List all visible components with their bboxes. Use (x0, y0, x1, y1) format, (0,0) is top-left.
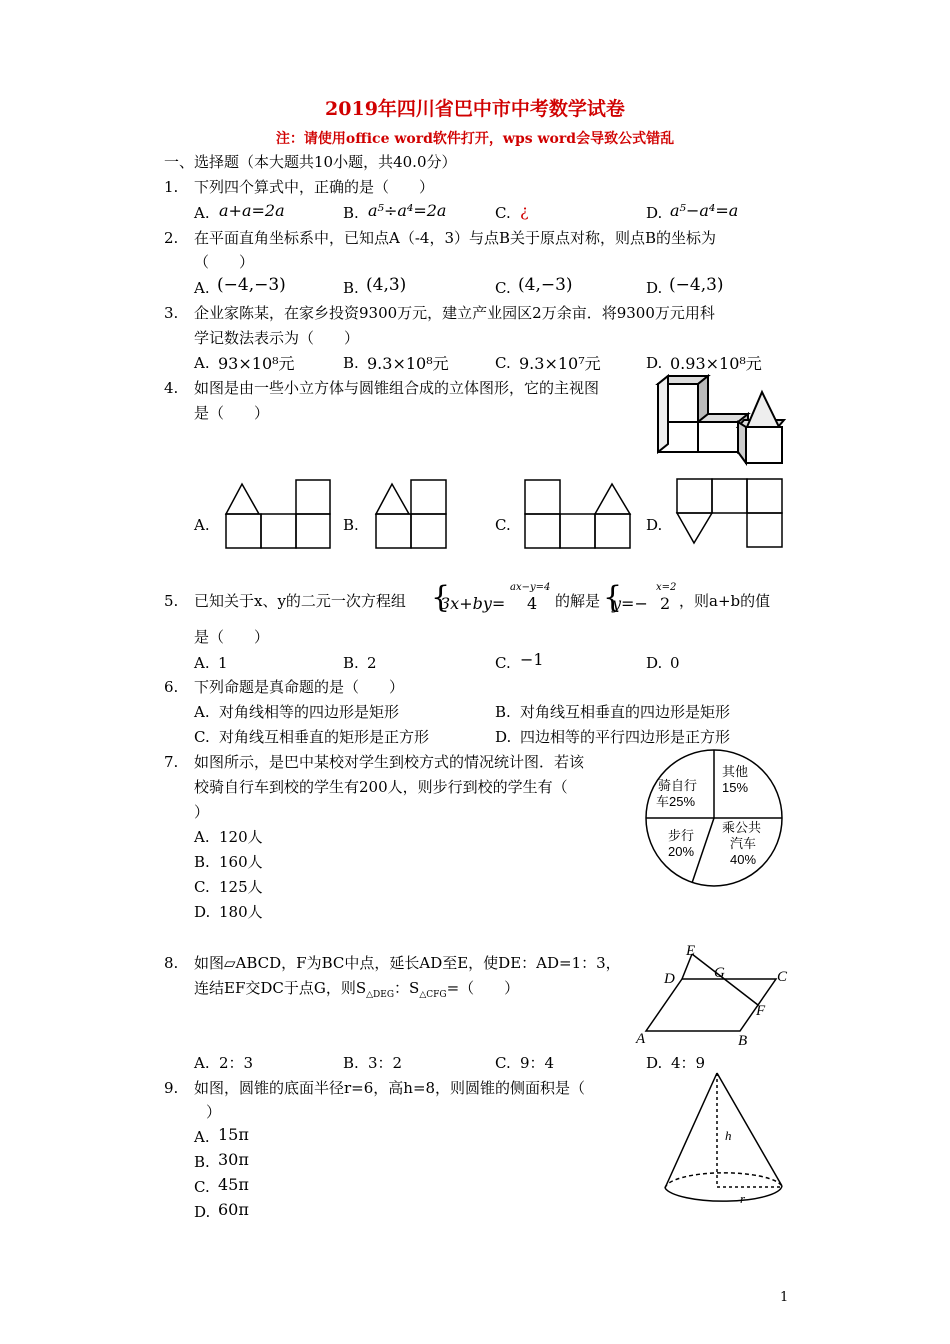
q5-stem-a: 已知关于x、y的二元一次方程组 (194, 592, 406, 610)
q4-option-b-label: B. (343, 516, 359, 534)
pie-label-walk-2: 20% (668, 844, 695, 859)
q6-option-a-label: A. (194, 703, 210, 721)
q7-stem: 如图所示，是巴中某校对学生到校方式的情况统计图．若该 (194, 753, 585, 771)
q5-option-b-label: B. (343, 654, 359, 672)
q9-option-a-label: A. (194, 1128, 210, 1146)
label-E: E (686, 943, 696, 959)
q4-option-a-figure (224, 478, 334, 550)
q8-stem-part1: 连结EF交DC于点G，则S (194, 979, 367, 997)
q8-option-d: 4：9 (671, 1054, 706, 1072)
q4-number: 4. (164, 379, 179, 397)
q7-option-d-label: D. (194, 903, 211, 921)
q6-option-c-label: C. (194, 728, 210, 746)
q4-option-a-label: A. (194, 516, 210, 534)
q5-system-2-frac: 2 (660, 594, 671, 613)
q9-cone-figure (662, 1070, 787, 1210)
q5-system-2-top: x=2 (656, 582, 677, 593)
q5-option-a: 1 (218, 654, 228, 672)
q2-option-c-label: C. (495, 279, 511, 297)
pie-label-bus-2: 汽车 (730, 836, 757, 851)
q3-option-c: 9.3×10⁷元 (519, 354, 601, 373)
pie-label-walk-1: 步行 (668, 828, 695, 843)
pie-label-other-1: 其他 (722, 764, 749, 779)
q5-option-d-label: D. (646, 654, 663, 672)
label-C: C (777, 969, 788, 985)
q3-stem-cont: 学记数法表示为（ ） (194, 329, 360, 347)
q8-option-b: 3：2 (368, 1054, 403, 1072)
q7-option-b: 160人 (219, 853, 263, 871)
q7-option-c: 125人 (219, 878, 263, 896)
q4-stem: 如图是由一些小立方体与圆锥组合成的立体图形，它的主视图 (194, 379, 600, 397)
q1-option-a-label: A. (194, 204, 210, 222)
label-F: F (756, 1003, 766, 1019)
q3-stem: 企业家陈某，在家乡投资9300万元，建立产业园区2万余亩．将9300万元用科 (194, 304, 715, 322)
q9-option-b-label: B. (194, 1153, 210, 1171)
q9-option-c-label: C. (194, 1178, 210, 1196)
q1-option-d-label: D. (646, 204, 663, 222)
q7-option-a-label: A. (194, 828, 210, 846)
q5-option-b: 2 (367, 654, 377, 672)
q5-option-a-label: A. (194, 654, 210, 672)
q7-stem-close: ） (194, 803, 210, 821)
q5-stem-c: ，则a+b的值 (679, 592, 771, 610)
q5-brace-1: { (431, 580, 451, 615)
q2-option-b-label: B. (343, 279, 359, 297)
label-G: G (714, 965, 725, 981)
q3-option-b: 9.3×10⁸元 (367, 354, 449, 373)
q5-number: 5. (164, 592, 179, 610)
q6-option-b: 对角线互相垂直的四边形是矩形 (520, 703, 731, 721)
q2-option-c: (4,−3) (518, 275, 573, 295)
q2-option-a-label: A. (194, 279, 210, 297)
q8-stem: 如图▱ABCD，F为BC中点，延长AD至E，使DE：AD=1：3， (194, 954, 621, 972)
q2-option-d: (−4,3) (669, 275, 724, 295)
label-r: r (740, 1191, 746, 1206)
section-heading: 一、选择题（本大题共10小题，共40.0分） (164, 153, 457, 171)
q8-option-b-label: B. (343, 1054, 359, 1072)
q2-option-d-label: D. (646, 279, 663, 297)
q1-option-b: a⁵÷a⁴=2a (368, 201, 447, 220)
q8-sub-deg: △DEG (366, 990, 395, 1000)
q4-option-d-label: D. (646, 516, 663, 534)
q6-stem: 下列命题是真命题的是（ ） (194, 678, 405, 696)
q2-option-b: (4,3) (366, 275, 407, 295)
q8-option-a-label: A. (194, 1054, 210, 1072)
q7-option-a: 120人 (219, 828, 263, 846)
q5-stem-cont: 是（ ） (194, 628, 270, 646)
q1-option-a: a+a=2a (219, 201, 285, 220)
label-h: h (725, 1128, 732, 1143)
q2-stem: 在平面直角坐标系中，已知点A（-4，3）与点B关于原点对称，则点B的坐标为 (194, 229, 717, 247)
q4-option-d-figure (675, 477, 787, 549)
q1-option-b-label: B. (343, 204, 359, 222)
q5-brace-2: { (603, 580, 623, 615)
q1-option-c: ¿ (520, 201, 529, 220)
q5-option-d: 0 (670, 654, 680, 672)
q7-stem-cont: 校骑自行车到校的学生有200人，则步行到校的学生有（ (194, 778, 568, 796)
q7-number: 7. (164, 753, 179, 771)
q3-option-a: 93×10⁸元 (218, 354, 295, 373)
q9-option-b: 30π (218, 1150, 249, 1169)
q8-option-c-label: C. (495, 1054, 511, 1072)
q6-option-d-label: D. (495, 728, 512, 746)
q1-number: 1. (164, 178, 179, 196)
q8-option-d-label: D. (646, 1054, 663, 1072)
q3-option-d: 0.93×10⁸元 (670, 354, 762, 373)
q2-option-a: (−4,−3) (217, 275, 286, 295)
q4-option-c-label: C. (495, 516, 511, 534)
label-A: A (636, 1031, 646, 1047)
q1-option-d: a⁵−a⁴=a (670, 201, 739, 220)
q5-option-c-label: C. (495, 654, 511, 672)
q8-stem-part3: =（ ） (446, 979, 520, 997)
q2-stem-cont: （ ） (194, 253, 255, 271)
q5-system-1-frac: 4 (527, 594, 538, 613)
q5-system-2-bottom: y=− (612, 594, 648, 613)
q8-parallelogram-figure (630, 943, 795, 1048)
q6-option-a: 对角线相等的四边形是矩形 (219, 703, 400, 721)
page-number: 1 (780, 1290, 789, 1305)
q9-number: 9. (164, 1079, 179, 1097)
q7-option-c-label: C. (194, 878, 210, 896)
pie-label-bike-1: 骑自行 (658, 778, 698, 793)
q3-option-a-label: A. (194, 354, 210, 372)
q4-option-c-figure (523, 478, 635, 550)
q7-option-b-label: B. (194, 853, 210, 871)
q9-stem-close: ） (206, 1103, 222, 1121)
q6-option-b-label: B. (495, 703, 511, 721)
q4-stem-cont: 是（ ） (194, 404, 270, 422)
notice: 注：请使用office word软件打开，wps word会导致公式错乱 (275, 131, 675, 147)
q7-pie-chart (644, 748, 784, 888)
q4-solid-figure (650, 372, 790, 467)
q8-option-c: 9：4 (520, 1054, 555, 1072)
exam-title: 2019年四川省巴中市中考数学试卷 (325, 98, 625, 120)
q6-number: 6. (164, 678, 179, 696)
q5-option-c: −1 (520, 650, 544, 669)
q2-number: 2. (164, 229, 179, 247)
q3-option-c-label: C. (495, 354, 511, 372)
q9-option-d: 60π (218, 1200, 249, 1219)
q8-stem-part2: ：S (394, 979, 420, 997)
q9-option-a: 15π (218, 1125, 249, 1144)
pie-label-bike-2: 车25% (656, 794, 696, 809)
q5-stem-b: 的解是 (555, 592, 601, 610)
q3-option-b-label: B. (343, 354, 359, 372)
q3-number: 3. (164, 304, 179, 322)
q1-stem: 下列四个算式中，正确的是（ ） (194, 178, 435, 196)
q6-option-c: 对角线互相垂直的矩形是正方形 (219, 728, 430, 746)
q8-number: 8. (164, 954, 179, 972)
q3-option-d-label: D. (646, 354, 663, 372)
q9-stem: 如图，圆锥的底面半径r=6，高h=8，则圆锥的侧面积是（ (194, 1079, 586, 1097)
label-D: D (664, 971, 675, 987)
pie-label-bus-3: 40% (730, 852, 757, 867)
q6-option-d: 四边相等的平行四边形是正方形 (520, 728, 731, 746)
q9-option-c: 45π (218, 1175, 249, 1194)
q8-stem-cont (194, 978, 519, 1005)
pie-label-other-2: 15% (722, 780, 749, 795)
label-B: B (738, 1033, 748, 1049)
q1-option-c-label: C. (495, 204, 511, 222)
pie-label-bus-1: 乘公共 (722, 820, 762, 835)
q4-option-b-figure (374, 478, 450, 550)
q5-system-1-top: ax−y=4 (510, 582, 551, 593)
q7-option-d: 180人 (219, 903, 263, 921)
q5-system-1-bottom: 3x+by= (440, 594, 506, 613)
q8-option-a: 2：3 (219, 1054, 254, 1072)
q8-sub-cfg: △CFG (419, 990, 447, 1000)
q9-option-d-label: D. (194, 1203, 211, 1221)
